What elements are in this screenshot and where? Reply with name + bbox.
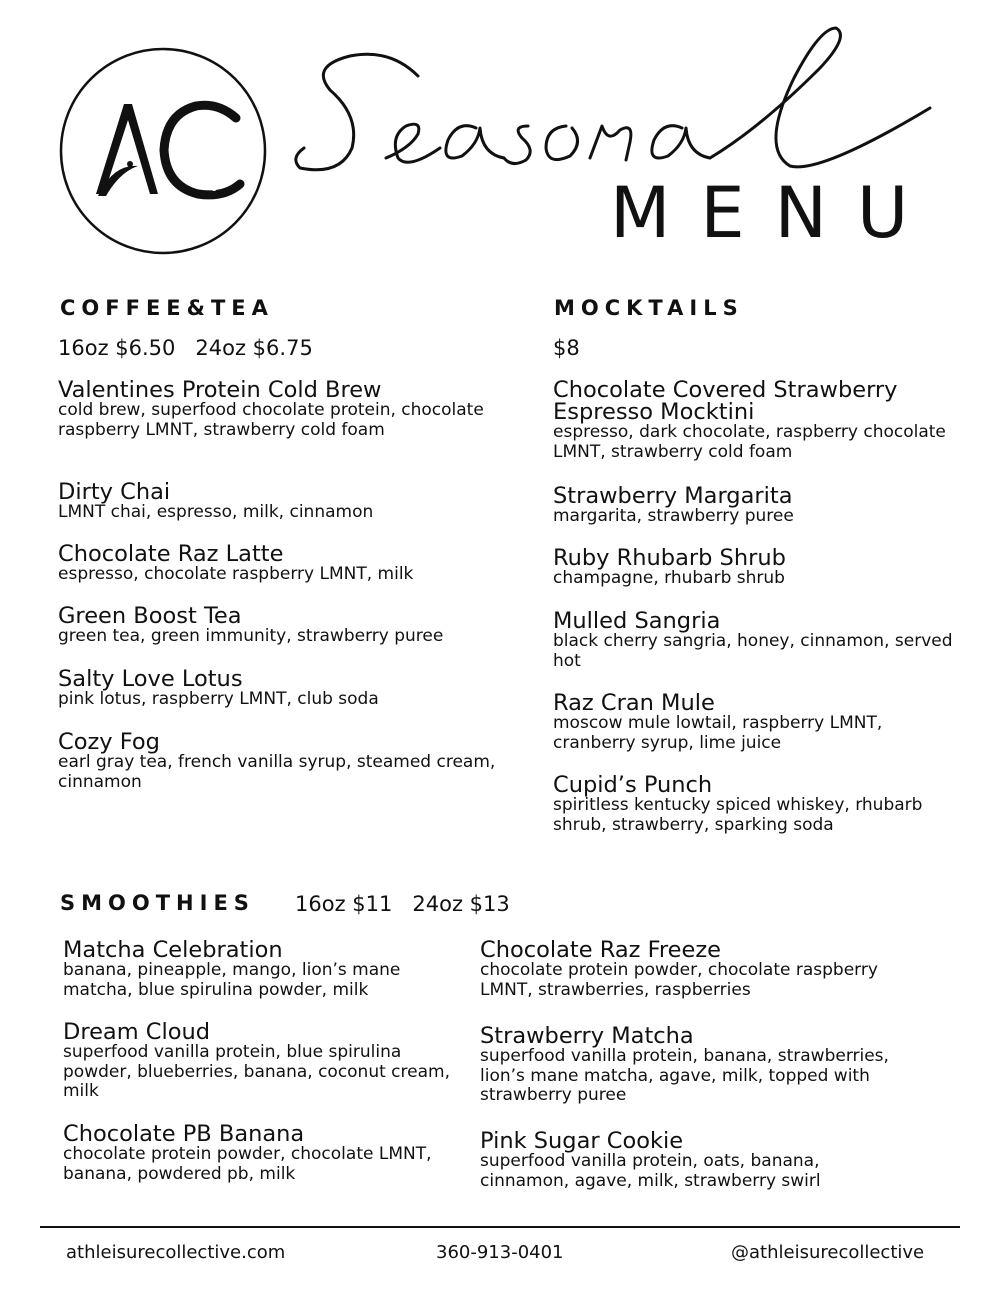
menu-item [58, 731, 498, 792]
menu-item [480, 1130, 900, 1191]
menu-item [553, 610, 953, 671]
menu-item [553, 774, 973, 835]
menu-item [63, 1123, 443, 1184]
menu-title: MENU [610, 172, 939, 254]
item-name: Raz Cran Mule [553, 690, 715, 716]
item-desc: superfood vanilla protein, banana, strawberries, lion’s mane matcha, agave, milk, topped with strawberry puree [480, 1046, 889, 1105]
item-desc: moscow mule lowtail, raspberry LMNT, cranberry syrup, lime juice [553, 713, 883, 753]
seasonal-script-title [290, 8, 940, 198]
menu-item [58, 481, 498, 523]
item-desc: espresso, chocolate raspberry LMNT, milk [58, 564, 414, 584]
phone-number[interactable]: 360-913-0401 [436, 1242, 564, 1263]
item-desc: LMNT chai, espresso, milk, cinnamon [58, 502, 374, 522]
item-desc: cold brew, superfood chocolate protein, chocolate raspberry LMNT, strawberry cold foam [58, 400, 484, 440]
item-name: Chocolate Raz Latte [58, 541, 284, 567]
item-desc: chocolate protein powder, chocolate raspberry LMNT, strawberries, raspberries [480, 960, 878, 1000]
item-name: Chocolate PB Banana [63, 1121, 305, 1147]
footer-divider [40, 1226, 960, 1228]
menu-item [480, 1025, 900, 1106]
item-name: Pink Sugar Cookie [480, 1128, 684, 1154]
social-handle[interactable]: @athleisurecollective [731, 1242, 925, 1263]
item-desc: champagne, rhubarb shrub [553, 568, 785, 588]
menu-item [58, 379, 498, 440]
smoothies-price: 16oz $11 24oz $13 [295, 892, 510, 916]
smoothies-section-title: SMOOTHIES [60, 891, 255, 915]
item-name: Mulled Sangria [553, 608, 721, 634]
website-link[interactable]: athleisurecollective.com [66, 1242, 286, 1263]
item-desc: green tea, green immunity, strawberry puree [58, 626, 444, 646]
item-desc: superfood vanilla protein, oats, banana, cinnamon, agave, milk, strawberry swirl [480, 1151, 821, 1191]
item-desc: earl gray tea, french vanilla syrup, steamed cream, cinnamon [58, 752, 496, 792]
item-name: Valentines Protein Cold Brew [58, 377, 382, 403]
item-name: Cupid’s Punch [553, 772, 713, 798]
menu-item [553, 547, 973, 589]
item-name: Dirty Chai [58, 479, 171, 505]
menu-item [480, 939, 900, 1000]
menu-item [58, 668, 498, 710]
item-name: Dream Cloud [63, 1019, 211, 1045]
menu-item [553, 485, 973, 527]
menu-item [58, 605, 498, 647]
menu-item [63, 1021, 463, 1102]
item-name: Strawberry Matcha [480, 1023, 694, 1049]
brand-logo [58, 46, 268, 256]
mocktails-section-title: MOCKTAILS [554, 296, 744, 320]
item-name: Cozy Fog [58, 729, 160, 755]
coffee-price: 16oz $6.50 24oz $6.75 [58, 336, 313, 360]
menu-item [63, 939, 458, 1000]
item-desc: spiritless kentucky spiced whiskey, rhubarb shrub, strawberry, sparking soda [553, 795, 923, 835]
item-desc: black cherry sangria, honey, cinnamon, served hot [553, 631, 953, 671]
item-name: Chocolate Raz Freeze [480, 937, 722, 963]
coffee-section-title: COFFEE&TEA [60, 296, 274, 320]
item-desc: pink lotus, raspberry LMNT, club soda [58, 689, 379, 709]
item-name: Salty Love Lotus [58, 666, 243, 692]
item-name: Ruby Rhubarb Shrub [553, 545, 786, 571]
item-desc: banana, pineapple, mango, lion’s mane matcha, blue spirulina powder, milk [63, 960, 401, 1000]
item-desc: margarita, strawberry puree [553, 506, 794, 526]
menu-item [58, 543, 498, 585]
item-desc: espresso, dark chocolate, raspberry chocolate LMNT, strawberry cold foam [553, 422, 946, 462]
item-desc: chocolate protein powder, chocolate LMNT, banana, powdered pb, milk [63, 1144, 432, 1184]
item-name: Matcha Celebration [63, 937, 283, 963]
item-name: Strawberry Margarita [553, 483, 793, 509]
item-name: Chocolate Covered Strawberry Espresso Mocktini [553, 377, 898, 425]
item-desc: superfood vanilla protein, blue spirulina powder, blueberries, banana, coconut cream, milk [63, 1042, 450, 1101]
menu-item [553, 379, 973, 462]
mocktails-price: $8 [553, 336, 580, 360]
item-name: Green Boost Tea [58, 603, 242, 629]
menu-item [553, 692, 953, 753]
